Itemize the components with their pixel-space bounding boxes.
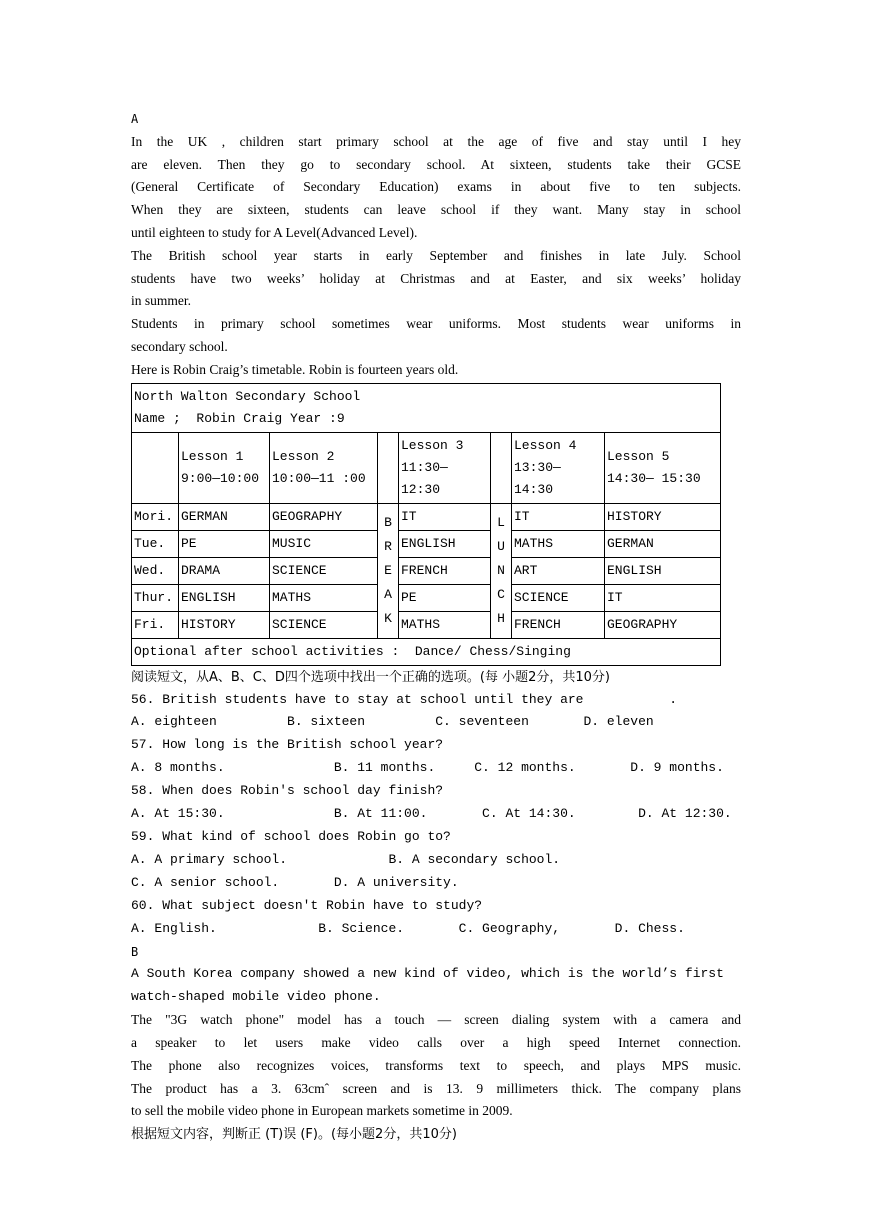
student-name-line: Name ; Robin Craig Year :9 xyxy=(134,410,345,426)
question-options: A. eighteen B. sixteen C. seventeen D. eleven xyxy=(131,714,654,730)
text-line: The "3G watch phone" model has a touch — screen dialing system with a camera and xyxy=(131,1012,741,1028)
question-text: 57. How long is the British school year? xyxy=(131,737,444,753)
question-options: C. A senior school. D. A university. xyxy=(131,874,459,890)
lesson-2-header xyxy=(270,432,378,503)
lunch-letter: N xyxy=(497,562,505,578)
question-options: A. A primary school. B. A secondary school. xyxy=(131,851,561,867)
question-56 xyxy=(131,689,741,735)
optional-activities: Optional after school activities : Dance/ Chess/Singing xyxy=(132,638,721,665)
subject-cell: MATHS xyxy=(399,611,491,638)
question-options: A. English. B. Science. C. Geography, D. Chess. xyxy=(131,920,685,936)
text-line: secondary school. xyxy=(131,338,228,354)
text-line: The phone also recognizes voices, transforms text to speech, and plays MPS music. xyxy=(131,1057,741,1073)
break-letter: K xyxy=(384,610,392,626)
break-column xyxy=(378,503,399,638)
subject-cell: GEOGRAPHY xyxy=(270,503,378,530)
lesson-3-name: Lesson 3 xyxy=(401,437,464,453)
text-line: to sell the mobile video phone in European markets sometime in 2009. xyxy=(131,1103,513,1119)
subject-cell: GERMAN xyxy=(179,503,270,530)
lesson-2-name: Lesson 2 xyxy=(272,448,335,464)
question-59 xyxy=(131,826,741,895)
subject-cell: PE xyxy=(179,530,270,557)
lesson-1-time: 9:00—10:00 xyxy=(181,470,260,486)
document-page xyxy=(131,108,741,1146)
subject-cell: SCIENCE xyxy=(512,584,605,611)
text-line: A South Korea company showed a new kind of video, which is the world’s first xyxy=(131,966,724,982)
lunch-column xyxy=(491,503,512,638)
lesson-2-time: 10:00—11 :00 xyxy=(272,470,366,486)
break-header-empty xyxy=(378,432,399,503)
subject-cell: HISTORY xyxy=(605,503,721,530)
subject-cell: DRAMA xyxy=(179,557,270,584)
timetable-header xyxy=(132,383,721,432)
paragraph-school-year xyxy=(131,245,741,313)
question-text: 59. What kind of school does Robin go to? xyxy=(131,829,451,844)
day-cell: Fri. xyxy=(132,611,179,638)
text-line: a speaker to let users make video calls over a high speed Internet connection. xyxy=(131,1034,741,1050)
lunch-header-empty xyxy=(491,432,512,503)
text-line: are eleven. Then they go to secondary school. At sixteen, students take their GCSE xyxy=(131,156,741,172)
instruction-section-b: 根据短文内容，判断正 (T)误 (F)。(每小题2分，共10分) xyxy=(131,1127,457,1143)
subject-cell: FRENCH xyxy=(512,611,605,638)
lunch-letter: L xyxy=(497,514,505,530)
day-cell: Mori. xyxy=(132,503,179,530)
text-line: When they are sixteen, students can leave school if they want. Many stay in school xyxy=(131,202,741,218)
lesson-4-time: 13:30— xyxy=(514,459,561,475)
text-line: until eighteen to study for A Level(Advanced Level). xyxy=(131,224,418,240)
subject-cell: SCIENCE xyxy=(270,557,378,584)
timetable-intro: Here is Robin Craig’s timetable. Robin is fourteen years old. xyxy=(131,361,459,377)
text-line: In the UK , children start primary school at the age of five and stay until I hey xyxy=(131,133,741,149)
subject-cell: ART xyxy=(512,557,605,584)
table-row xyxy=(132,530,721,557)
break-letter: E xyxy=(384,562,392,578)
timetable xyxy=(131,383,721,666)
lesson-3-time: 11:30— xyxy=(401,459,448,475)
lesson-3-header xyxy=(399,432,491,503)
lesson-4-time-end: 14:30 xyxy=(514,481,554,497)
table-row xyxy=(132,611,721,638)
subject-cell: PE xyxy=(399,584,491,611)
subject-cell: FRENCH xyxy=(399,557,491,584)
text-line: students have two weeks’ holiday at Christmas and at Easter, and six weeks’ holiday xyxy=(131,270,741,286)
lesson-3-time-end: 12:30 xyxy=(401,481,441,497)
text-line: (General Certificate of Secondary Education) exams in about five to ten subjects. xyxy=(131,179,741,195)
day-cell: Tue. xyxy=(132,530,179,557)
subject-cell: GEOGRAPHY xyxy=(605,611,721,638)
break-letter: A xyxy=(384,586,392,602)
lesson-5-header xyxy=(605,432,721,503)
paragraph-watch-phone-intro xyxy=(131,963,741,1009)
text-line: The British school year starts in early September and finishes in late July. School xyxy=(131,247,741,263)
subject-cell: MATHS xyxy=(270,584,378,611)
day-cell: Thur. xyxy=(132,584,179,611)
lesson-5-name: Lesson 5 xyxy=(607,448,670,464)
question-57 xyxy=(131,734,741,780)
instruction-section-a: 阅读短文，从A、B、C、D四个选项中找出一个正确的选项。(每 小题2分，共10分) xyxy=(131,669,610,685)
question-text: 58. When does Robin's school day finish? xyxy=(131,783,444,799)
day-cell: Wed. xyxy=(132,557,179,584)
subject-cell: IT xyxy=(605,584,721,611)
subject-cell: HISTORY xyxy=(179,611,270,638)
paragraph-uniforms xyxy=(131,313,741,359)
lesson-1-name: Lesson 1 xyxy=(181,448,244,464)
subject-cell: ENGLISH xyxy=(179,584,270,611)
text-line: Students in primary school sometimes wear uniforms. Most students wear uniforms in xyxy=(131,316,741,332)
question-58 xyxy=(131,780,741,826)
day-header-empty xyxy=(132,432,179,503)
question-text: 56. British students have to stay at school until they are . xyxy=(131,691,678,707)
table-row xyxy=(132,584,721,611)
lesson-5-time: 14:30— 15:30 xyxy=(607,470,701,486)
lunch-letter: H xyxy=(497,610,505,626)
subject-cell: MUSIC xyxy=(270,530,378,557)
lesson-4-name: Lesson 4 xyxy=(514,437,577,453)
paragraph-watch-phone-details xyxy=(131,1009,741,1123)
subject-cell: MATHS xyxy=(512,530,605,557)
paragraph-uk-schools xyxy=(131,131,741,245)
section-a-label: A xyxy=(131,112,139,126)
section-b-label: B xyxy=(131,944,139,959)
lesson-4-header xyxy=(512,432,605,503)
subject-cell: ENGLISH xyxy=(399,530,491,557)
school-name: North Walton Secondary School xyxy=(134,388,361,404)
question-60 xyxy=(131,895,741,941)
text-line: watch-shaped mobile video phone. xyxy=(131,989,381,1005)
lunch-letter: U xyxy=(497,538,505,554)
lunch-letter: C xyxy=(497,586,505,602)
subject-cell: SCIENCE xyxy=(270,611,378,638)
text-line: in summer. xyxy=(131,293,191,309)
break-letter: R xyxy=(384,538,392,554)
subject-cell: GERMAN xyxy=(605,530,721,557)
question-text: 60. What subject doesn't Robin have to study? xyxy=(131,897,483,913)
question-options: A. At 15:30. B. At 11:00. C. At 14:30. D. At 12:30. xyxy=(131,806,732,822)
subject-cell: IT xyxy=(399,503,491,530)
question-options: A. 8 months. B. 11 months. C. 12 months. D. 9 months. xyxy=(131,760,724,776)
lesson-1-header xyxy=(179,432,270,503)
break-letter: B xyxy=(384,514,392,530)
table-row xyxy=(132,557,721,584)
table-row xyxy=(132,503,721,530)
subject-cell: IT xyxy=(512,503,605,530)
text-line: The product has a 3. 63cmˆ screen and is 13. 9 millimeters thick. The company plans xyxy=(131,1080,741,1096)
subject-cell: ENGLISH xyxy=(605,557,721,584)
